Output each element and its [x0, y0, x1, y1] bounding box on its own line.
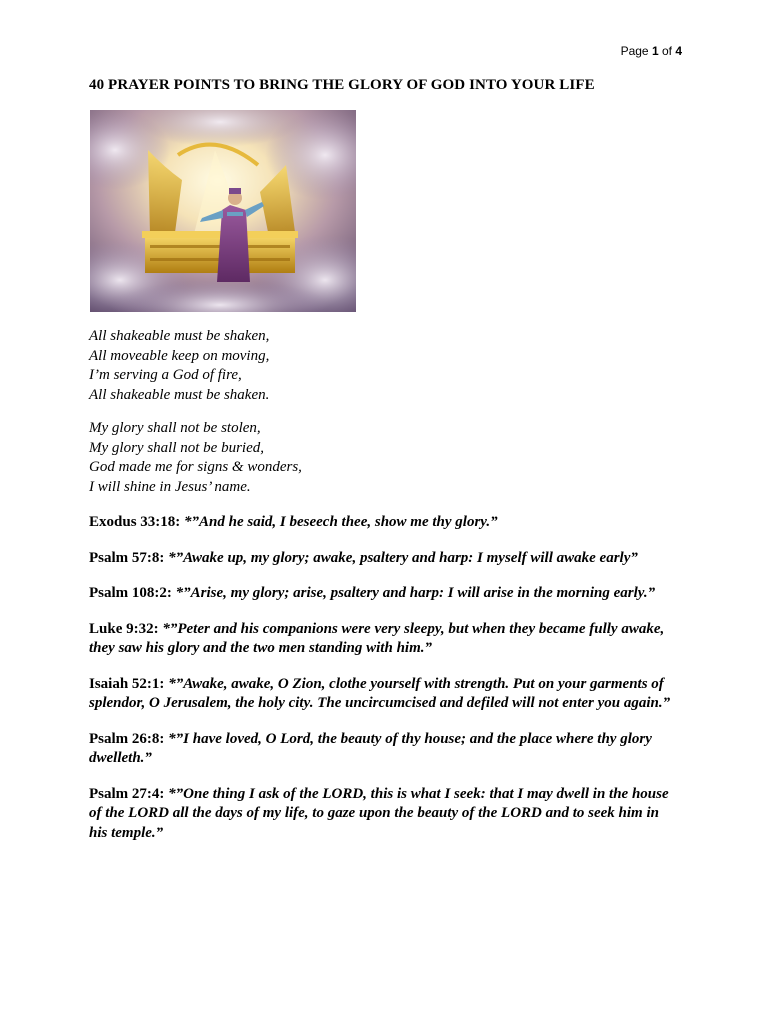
document-title: 40 PRAYER POINTS TO BRING THE GLORY OF GOD INTO YOUR LIFE	[89, 77, 595, 93]
page-number-of: of	[658, 44, 676, 58]
poem-stanza-1	[89, 327, 269, 405]
verse-reference: Psalm 26:8:	[89, 730, 165, 747]
verse-reference: Isaiah 52:1:	[89, 675, 165, 692]
poem-stanza-2	[89, 419, 302, 497]
poem-line: My glory shall not be buried,	[89, 439, 264, 456]
scripture-verse	[89, 584, 679, 604]
verse-text: *”Peter and his companions were very sleepy, but when they became fully awake, they saw his glory and the two men standing with him.”	[89, 620, 665, 656]
poem-line: God made me for signs & wonders,	[89, 459, 302, 475]
glory-illustration	[90, 110, 356, 312]
poem-line: My glory shall not be stolen,	[89, 420, 261, 436]
verse-reference: Exodus 33:18:	[89, 514, 181, 530]
verse-reference: Psalm 57:8:	[89, 549, 165, 566]
page-number-total: 4	[675, 44, 682, 58]
poem-line: I will shine in Jesus’ name.	[89, 478, 251, 495]
verse-text: *”And he said, I beseech thee, show me thy glory.”	[184, 514, 498, 530]
verse-text: *”Arise, my glory; arise, psaltery and harp: I will arise in the morning early.”	[175, 585, 656, 601]
page-number-current: 1	[651, 44, 659, 58]
page-number-prefix: Page	[620, 44, 652, 58]
verse-text: *”Awake, awake, O Zion, clothe yourself with strength. Put on your garments of splendor, O Jerusalem, the holy city. The uncircumcised and defiled will not enter you again.”	[89, 675, 671, 711]
scripture-verse	[89, 785, 679, 844]
verse-text: *”I have loved, O Lord, the beauty of thy house; and the place where thy glory dwelleth.”	[89, 730, 652, 766]
verse-text: *”Awake up, my glory; awake, psaltery and harp: I myself will awake early”	[168, 549, 638, 566]
scripture-verse	[89, 513, 679, 533]
scripture-verse	[89, 675, 679, 714]
scripture-verse	[89, 620, 679, 659]
verse-text: *”One thing I ask of the LORD, this is what I seek: that I may dwell in the house of the LORD all the days of my life, to gaze upon the beauty of the LORD and to seek him in his temple.”	[89, 785, 669, 841]
poem-line: All shakeable must be shaken.	[89, 386, 270, 403]
poem-line: All moveable keep on moving,	[89, 347, 270, 364]
scripture-verse	[89, 549, 679, 569]
page-number	[621, 44, 682, 58]
scripture-verse	[89, 730, 679, 769]
verse-reference: Psalm 27:4:	[89, 785, 165, 802]
verse-reference: Luke 9:32:	[89, 620, 159, 637]
poem-line: I’m serving a God of fire,	[89, 367, 242, 383]
poem-line: All shakeable must be shaken,	[89, 328, 270, 344]
scripture-list	[89, 513, 679, 859]
verse-reference: Psalm 108:2:	[89, 585, 172, 601]
